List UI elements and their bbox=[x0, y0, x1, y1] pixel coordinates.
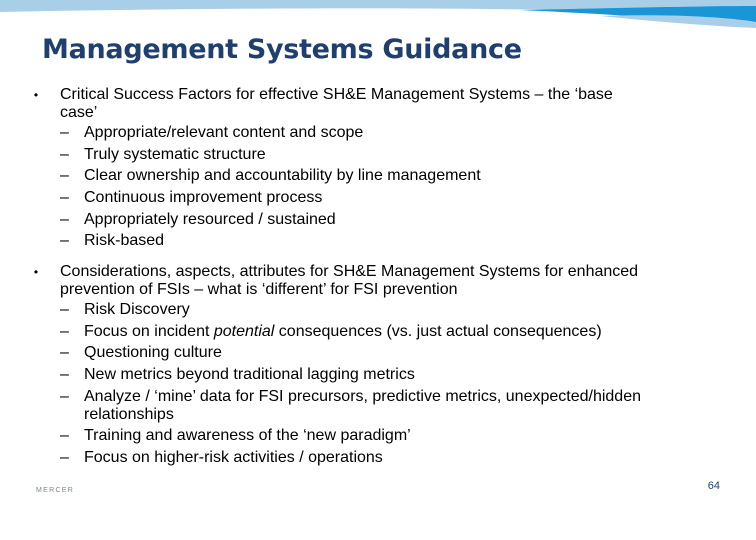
dash-marker: – bbox=[60, 366, 69, 384]
sub-bullet-item bbox=[30, 232, 730, 250]
bullet-text-line: prevention of FSIs – what is ‘different’ for FSI prevention bbox=[60, 281, 458, 298]
bullet-critical-success-factors bbox=[30, 86, 730, 122]
page-number: 64 bbox=[707, 480, 720, 492]
dash-marker: – bbox=[60, 387, 69, 405]
sub-bullet-item bbox=[30, 427, 730, 445]
sub-bullet-item bbox=[30, 167, 730, 185]
sub-bullet-text: Truly systematic structure bbox=[84, 145, 266, 163]
bullet-considerations bbox=[30, 263, 730, 299]
dash-marker: – bbox=[60, 167, 69, 185]
dash-marker: – bbox=[60, 427, 69, 445]
dash-marker: – bbox=[60, 232, 69, 250]
sub-bullet-item bbox=[30, 124, 730, 142]
sub-bullet-text: Appropriate/relevant content and scope bbox=[84, 124, 364, 141]
mercer-logo: MERCER bbox=[36, 487, 75, 494]
sub-bullet-item bbox=[30, 388, 730, 424]
sub-bullet-text: Training and awareness of the ‘new paradigm’ bbox=[84, 427, 411, 445]
sub-bullet-item bbox=[30, 301, 730, 319]
bullet-marker: • bbox=[33, 88, 39, 102]
dash-marker: – bbox=[60, 322, 69, 340]
bullet-text-line: Considerations, aspects, attributes for SH&E Management Systems for enhanced bbox=[60, 263, 639, 280]
dash-marker: – bbox=[60, 124, 69, 141]
dash-marker: – bbox=[60, 344, 69, 362]
sub-bullet-text: New metrics beyond traditional lagging metrics bbox=[84, 366, 415, 384]
dash-marker: – bbox=[60, 189, 69, 207]
section-fsi-considerations bbox=[30, 263, 730, 467]
emphasis-potential: potential bbox=[213, 322, 275, 340]
header-wave-band bbox=[0, 0, 756, 28]
dash-marker: – bbox=[60, 210, 69, 228]
sub-bullet-text: Clear ownership and accountability by line management bbox=[84, 167, 481, 185]
sub-bullet-text: Appropriately resourced / sustained bbox=[84, 210, 336, 228]
sub-bullet-text: relationships bbox=[84, 405, 174, 423]
bullet-text-line: Critical Success Factors for effective SH&E Management Systems – the ‘base bbox=[60, 86, 613, 103]
sub-bullet-text: Risk Discovery bbox=[84, 301, 190, 318]
bullet-text-line: case’ bbox=[60, 104, 98, 121]
sub-bullet-text: Analyze / ‘mine’ data for FSI precursors, predictive metrics, unexpected/hidden bbox=[84, 387, 641, 405]
bullet-marker: • bbox=[33, 265, 39, 279]
dash-marker: – bbox=[60, 301, 69, 318]
slide-title: Management Systems Guidance bbox=[42, 34, 522, 65]
sub-bullet-item bbox=[30, 211, 730, 229]
sub-bullet-item bbox=[30, 449, 730, 467]
section-critical-success-factors bbox=[30, 86, 730, 250]
sub-bullet-item bbox=[30, 323, 730, 341]
sub-bullet-text: Risk-based bbox=[84, 232, 165, 250]
dash-marker: – bbox=[60, 145, 69, 163]
sub-bullet-item bbox=[30, 146, 730, 164]
sub-bullet-text: Focus on higher-risk activities / operations bbox=[84, 449, 383, 467]
sub-bullet-item bbox=[30, 189, 730, 207]
sub-bullet-text-pre: Focus on incident bbox=[84, 322, 214, 340]
sub-bullet-item bbox=[30, 344, 730, 362]
dash-marker: – bbox=[60, 449, 69, 467]
sub-bullet-item bbox=[30, 366, 730, 384]
sub-bullet-text: Continuous improvement process bbox=[84, 189, 323, 207]
sub-bullet-text-post: consequences (vs. just actual consequences) bbox=[274, 322, 602, 340]
sub-bullet-text: Questioning culture bbox=[84, 344, 222, 362]
